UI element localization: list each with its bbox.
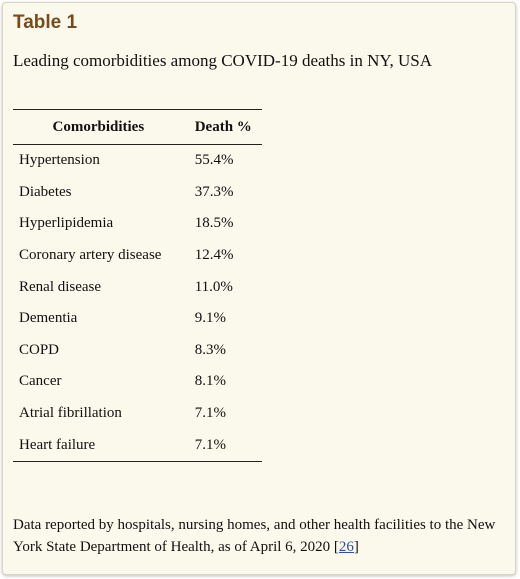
table-row (13, 208, 262, 240)
comorbidities-table (13, 109, 262, 462)
death-percent: 7.1% (194, 405, 226, 422)
table-row (13, 429, 262, 461)
table-header-row (13, 110, 262, 145)
column-header-death-percent: Death % (194, 118, 252, 135)
table-row (13, 398, 262, 430)
comorbidity-name: Hypertension (19, 152, 100, 169)
death-percent: 55.4% (194, 152, 234, 169)
death-percent: 7.1% (194, 436, 226, 453)
column-header-comorbidities: Comorbidities (52, 118, 145, 135)
death-percent: 37.3% (194, 183, 234, 200)
table-row (13, 303, 262, 335)
table-row (13, 335, 262, 367)
comorbidity-name: Atrial fibrillation (19, 405, 122, 422)
table-caption: Leading comorbidities among COVID-19 deaths in NY, USA (13, 51, 432, 70)
reference-link[interactable]: 26 (338, 539, 354, 555)
death-percent: 18.5% (194, 215, 234, 232)
table-card (2, 2, 516, 575)
table-row (13, 366, 262, 398)
death-percent: 9.1% (194, 310, 226, 327)
comorbidity-name: Dementia (19, 310, 78, 327)
death-percent: 8.3% (194, 341, 226, 358)
comorbidity-name: Heart failure (19, 436, 96, 453)
table-row (13, 145, 262, 177)
death-percent: 11.0% (194, 278, 233, 295)
comorbidity-name: Coronary artery disease (19, 247, 162, 264)
table-row (13, 240, 262, 272)
comorbidity-name: COPD (19, 341, 60, 358)
comorbidity-name: Diabetes (19, 183, 72, 200)
table-footnote (13, 514, 508, 558)
comorbidity-name: Hyperlipidemia (19, 215, 114, 232)
footnote-text: Data reported by hospitals, nursing homes, and other health facilities to the New York State Department of Health, as of April 6, 2020 [ (13, 517, 496, 555)
table-row (13, 177, 262, 209)
footnote-bracket: ] (353, 539, 359, 555)
comorbidity-name: Renal disease (19, 278, 102, 295)
comorbidity-name: Cancer (19, 373, 62, 390)
table-label: Table 1 (13, 12, 78, 33)
death-percent: 12.4% (194, 247, 234, 264)
death-percent: 8.1% (194, 373, 226, 390)
table-row (13, 271, 262, 303)
